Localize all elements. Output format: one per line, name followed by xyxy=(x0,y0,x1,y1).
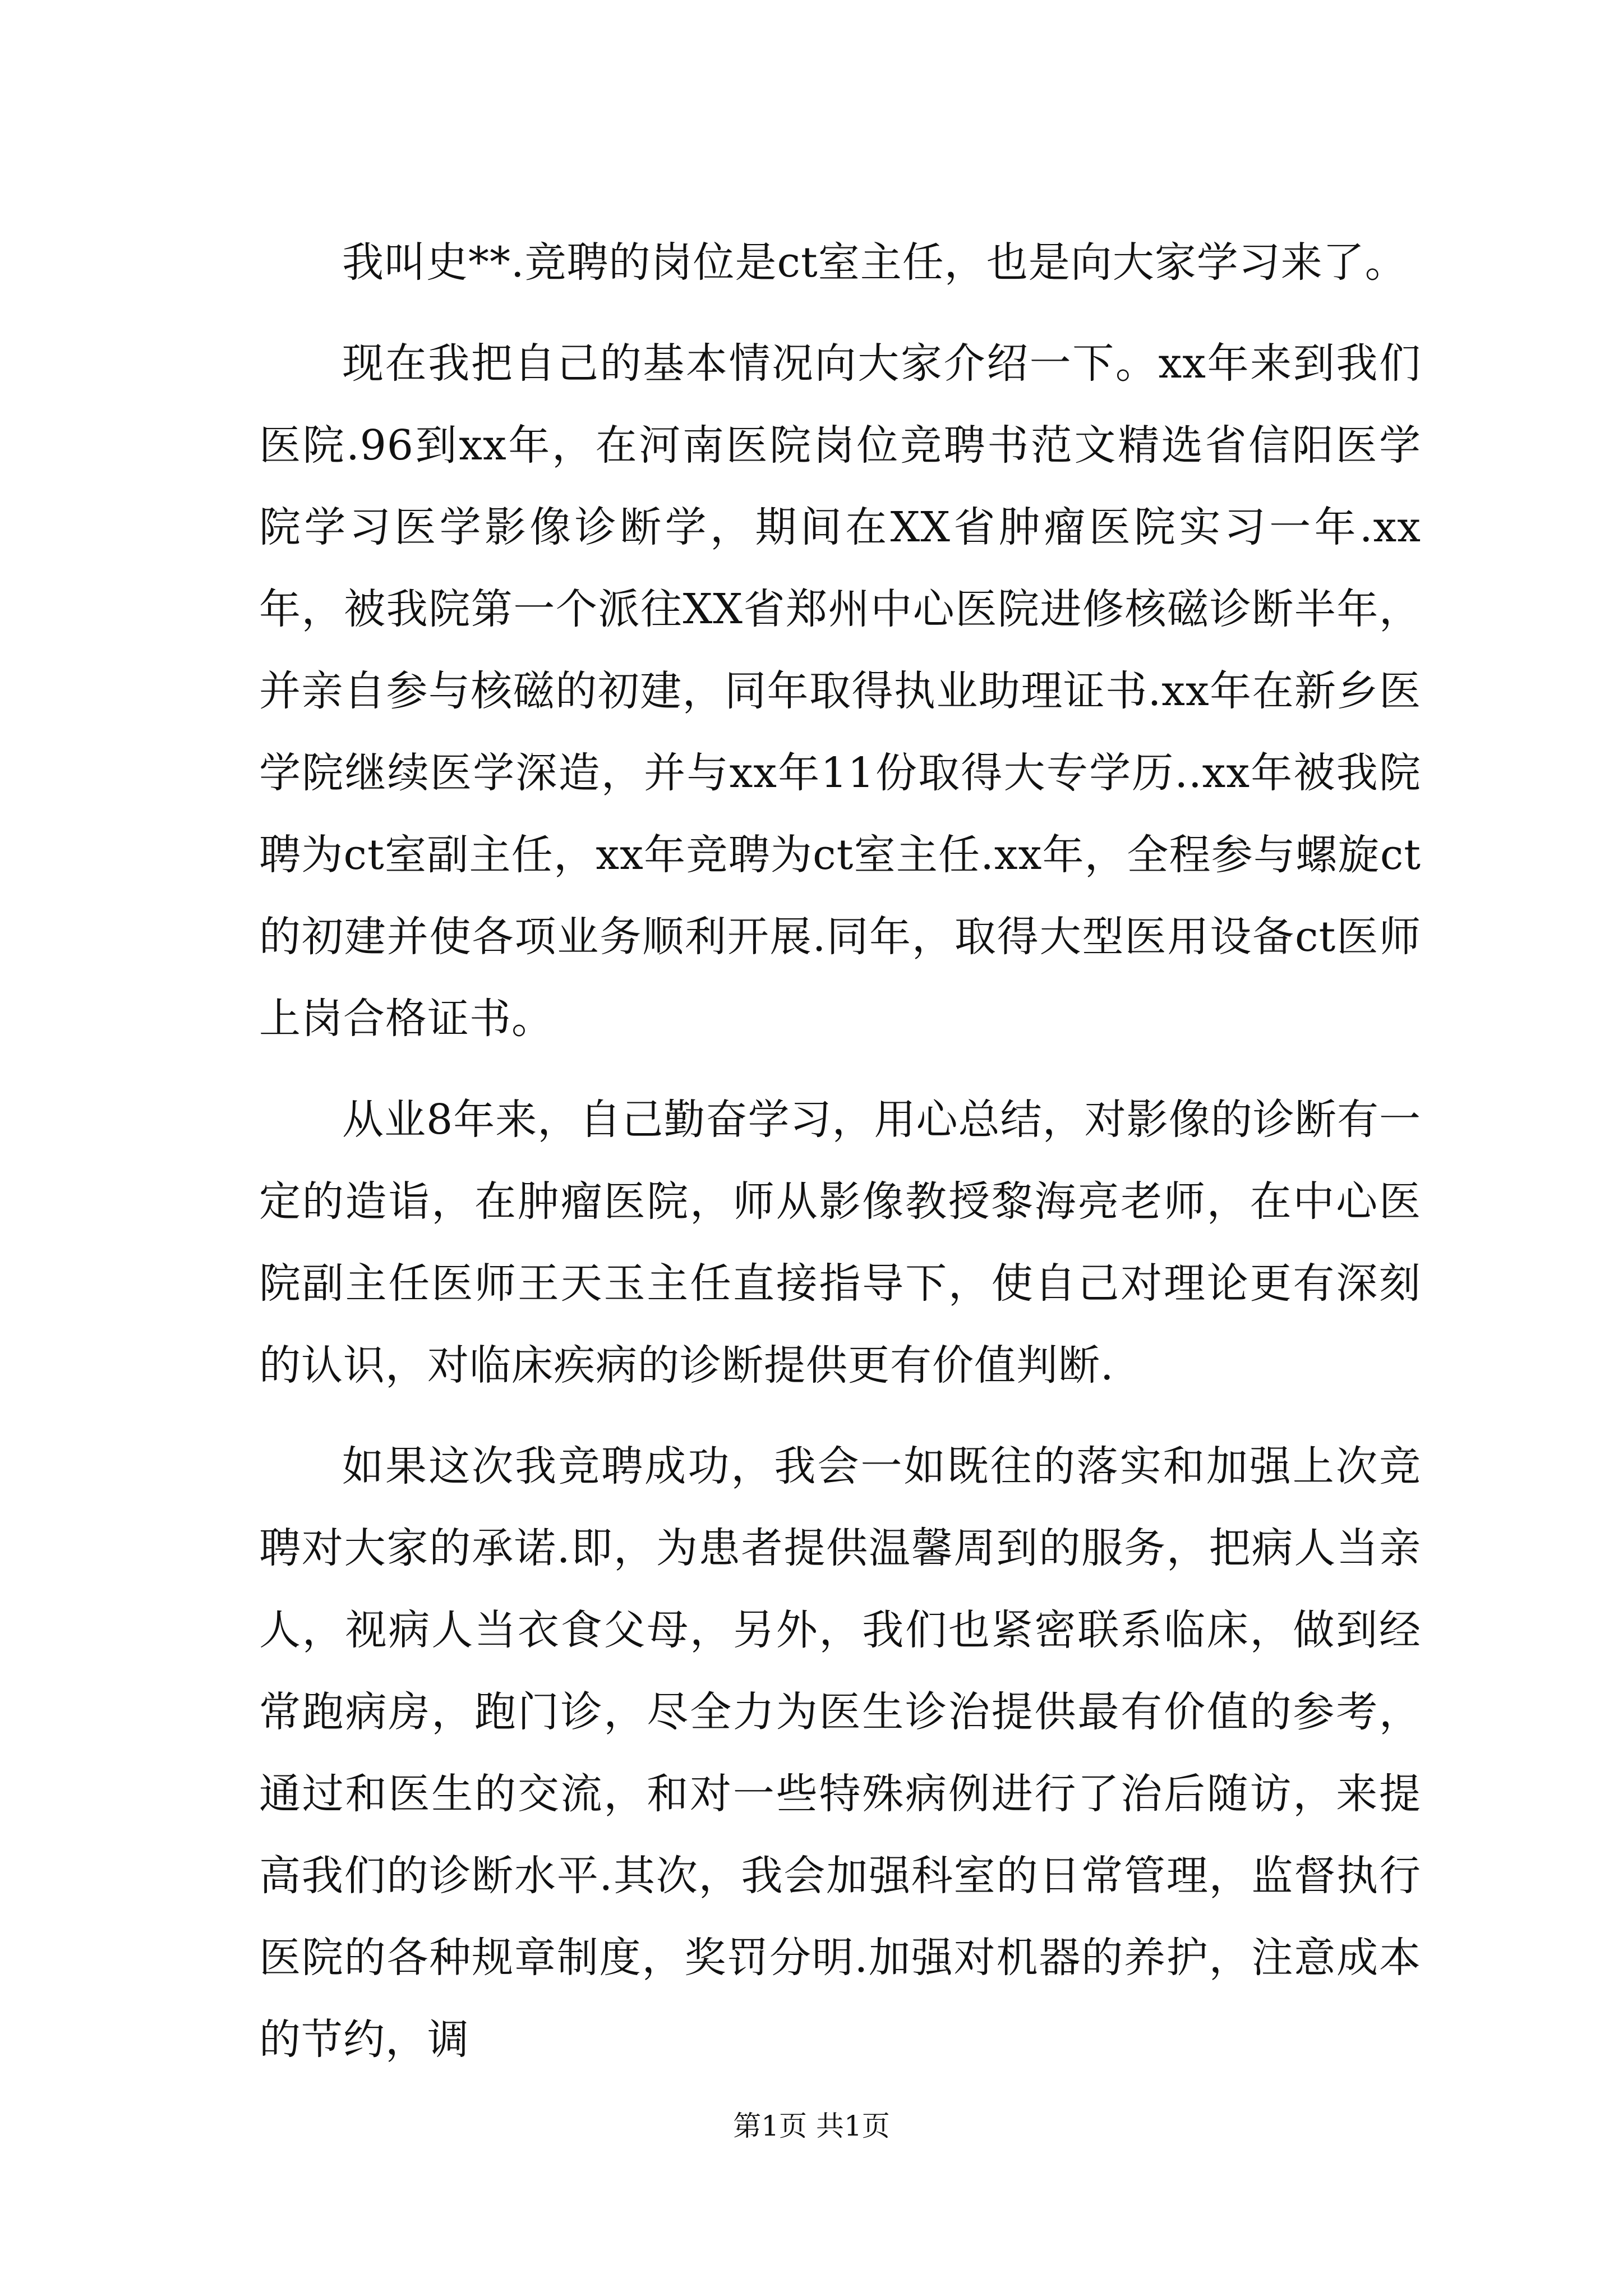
paragraph-experience: 从业8年来，自己勤奋学习，用心总结，对影像的诊断有一定的造诣，在肿瘤医院，师从影像教授黎海亮老师，在中心医院副主任医师王天玉主任直接指导下，使自己对理论更有深刻的认识，对临床疾病的诊断提供更有价值判断. xyxy=(259,1096,1421,1389)
paragraph-commitments: 如果这次我竞聘成功，我会一如既往的落实和加强上次竞聘对大家的承诺.即，为患者提供温馨周到的服务，把病人当亲人，视病人当衣食父母，另外，我们也紧密联系临床，做到经常跑病房，跑门诊，尽全力为医生诊治提供最有价值的参考，通过和医生的交流，和对一些特殊病例进行了治后随访，来提高我们的诊断水平.其次，我会加强科室的日常管理，监督执行医院的各种规章制度，奖罚分明.加强对机器的养护，注意成本的节约，调 xyxy=(259,1442,1421,2064)
document-body xyxy=(259,222,1421,2081)
page-footer: 第1页 共1页 xyxy=(733,2110,890,2142)
paragraph-background: 现在我把自己的基本情况向大家介绍一下。xx年来到我们医院.96到xx年，在河南医院岗位竞聘书范文精选省信阳医学院学习医学影像诊断学，期间在XX省肿瘤医院实习一年.xx年，被我院第一个派往XX省郑州中心医院进修核磁诊断半年，并亲自参与核磁的初建，同年取得执业助理证书.xx年在新乡医学院继续医学深造，并与xx年11份取得大专学历..xx年被我院聘为ct室副主任，xx年竞聘为ct室主任.xx年，全程参与螺旋ct的初建并使各项业务顺利开展.同年，取得大型医用设备ct医师上岗合格证书。 xyxy=(259,339,1421,1043)
paragraph-introduction: 我叫史**.竞聘的岗位是ct室主任，也是向大家学习来了。 xyxy=(342,238,1407,287)
